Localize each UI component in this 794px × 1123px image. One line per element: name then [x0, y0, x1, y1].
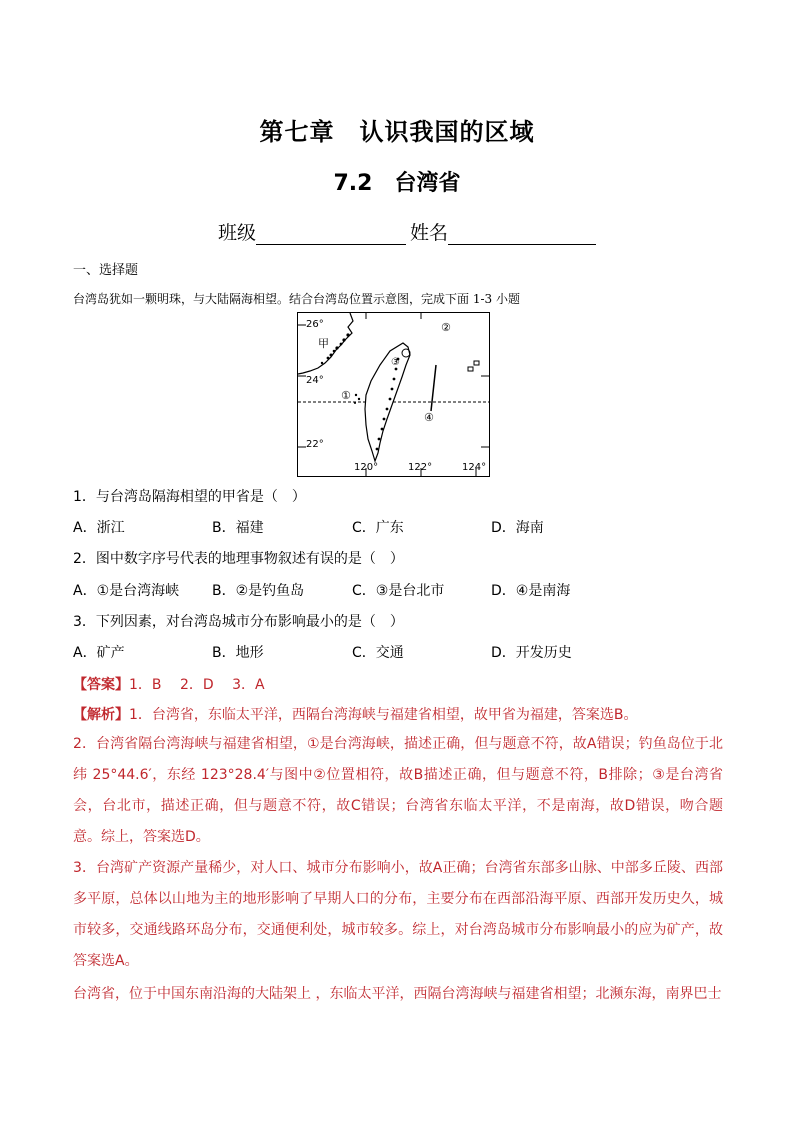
taiwan-location-map [297, 312, 490, 477]
chapter-title: 第七章 认识我国的区域 [259, 118, 535, 146]
lon-label-122: 122° [408, 462, 433, 473]
q2-option-d: D．④是南海 [491, 583, 571, 599]
answer-tag: 【答案】 [73, 677, 129, 693]
lon-label-124: 124° [462, 462, 487, 473]
answer-line [73, 674, 265, 694]
analysis-q2: 2．台湾省隔台湾海峡与福建省相望，①是台湾海峡，描述正确，但与题意不符，故A错误；钓鱼岛位于北纬 25°44.6′，东经 123°28.4′与图中②位置相符，故B描述正确，但与题意不符，B排除；③是台湾省会，台北市，描述正确，但与题意不符，故C错误；台湾省东临太平洋，不是南海，故D错误，吻合题意。综上，答案选D。 [73, 736, 723, 845]
question-3-stem: 3．下列因素，对台湾岛城市分布影响最小的是（ ） [73, 614, 404, 630]
analysis-q3: 3．台湾矿产资源产量稀少，对人口、城市分布影响小，故A正确；台湾省东部多山脉、中部多丘陵、西部多平原，总体以山地为主的地形影响了早期人口的分布，主要分布在西部沿海平原、西部开发历史久，城市较多，交通线路环岛分布，交通便利处，城市较多。综上，对台湾岛城市分布影响最小的应为矿产，故答案选A。 [73, 860, 723, 969]
question-2-stem: 2．图中数字序号代表的地理事物叙述有误的是（ ） [73, 551, 404, 567]
name-blank [448, 224, 596, 245]
analysis-tag: 【解析】 [73, 707, 129, 723]
q3-option-d: D．开发历史 [491, 645, 572, 661]
q3-option-b: B．地形 [212, 645, 264, 661]
question-1-stem: 1．与台湾岛隔海相望的甲省是（ ） [73, 489, 306, 505]
analysis-q1: 1．台湾省，东临太平洋，西隔台湾海峡与福建省相望，故甲省为福建，答案选B。 [129, 707, 638, 723]
q1-option-c: C．广东 [352, 520, 404, 536]
section-label: 一、选择题 [73, 263, 139, 278]
name-label: 姓名 [410, 222, 449, 244]
q3-option-c: C．交通 [352, 645, 404, 661]
analysis-line-1 [73, 704, 638, 724]
place-label-jia: 甲 [318, 337, 329, 350]
lat-label-26: 26° [306, 319, 324, 330]
answer-text: 1．B 2．D 3．A [129, 677, 265, 693]
lat-label-22: 22° [306, 439, 324, 450]
question-intro: 台湾岛犹如一颗明珠，与大陆隔海相望。结合台湾岛位置示意图，完成下面 1-3 小题 [73, 292, 520, 306]
q1-option-d: D．海南 [491, 520, 544, 536]
class-label: 班级 [218, 222, 257, 244]
marker-2: ② [441, 321, 451, 334]
class-name-line [218, 218, 600, 245]
q3-option-a: A．矿产 [73, 645, 125, 661]
analysis-extra: 台湾省，位于中国东南沿海的大陆架上 ，东临太平洋，西隔台湾海峡与福建省相望；北濒东海，南界巴士 [73, 986, 722, 1002]
q2-option-a: A．①是台湾海峡 [73, 583, 180, 599]
q2-option-b: B．②是钓鱼岛 [212, 583, 305, 599]
q1-option-b: B．福建 [212, 520, 264, 536]
marker-3: ③ [391, 357, 400, 368]
q1-option-a: A．浙江 [73, 520, 125, 536]
marker-1: ① [341, 389, 351, 402]
lat-label-24: 24° [306, 375, 324, 386]
lon-label-120: 120° [354, 462, 379, 473]
section-title: 7.2 台湾省 [333, 171, 461, 196]
q2-option-c: C．③是台北市 [352, 583, 445, 599]
class-blank [256, 224, 406, 245]
marker-4: ④ [424, 411, 434, 424]
